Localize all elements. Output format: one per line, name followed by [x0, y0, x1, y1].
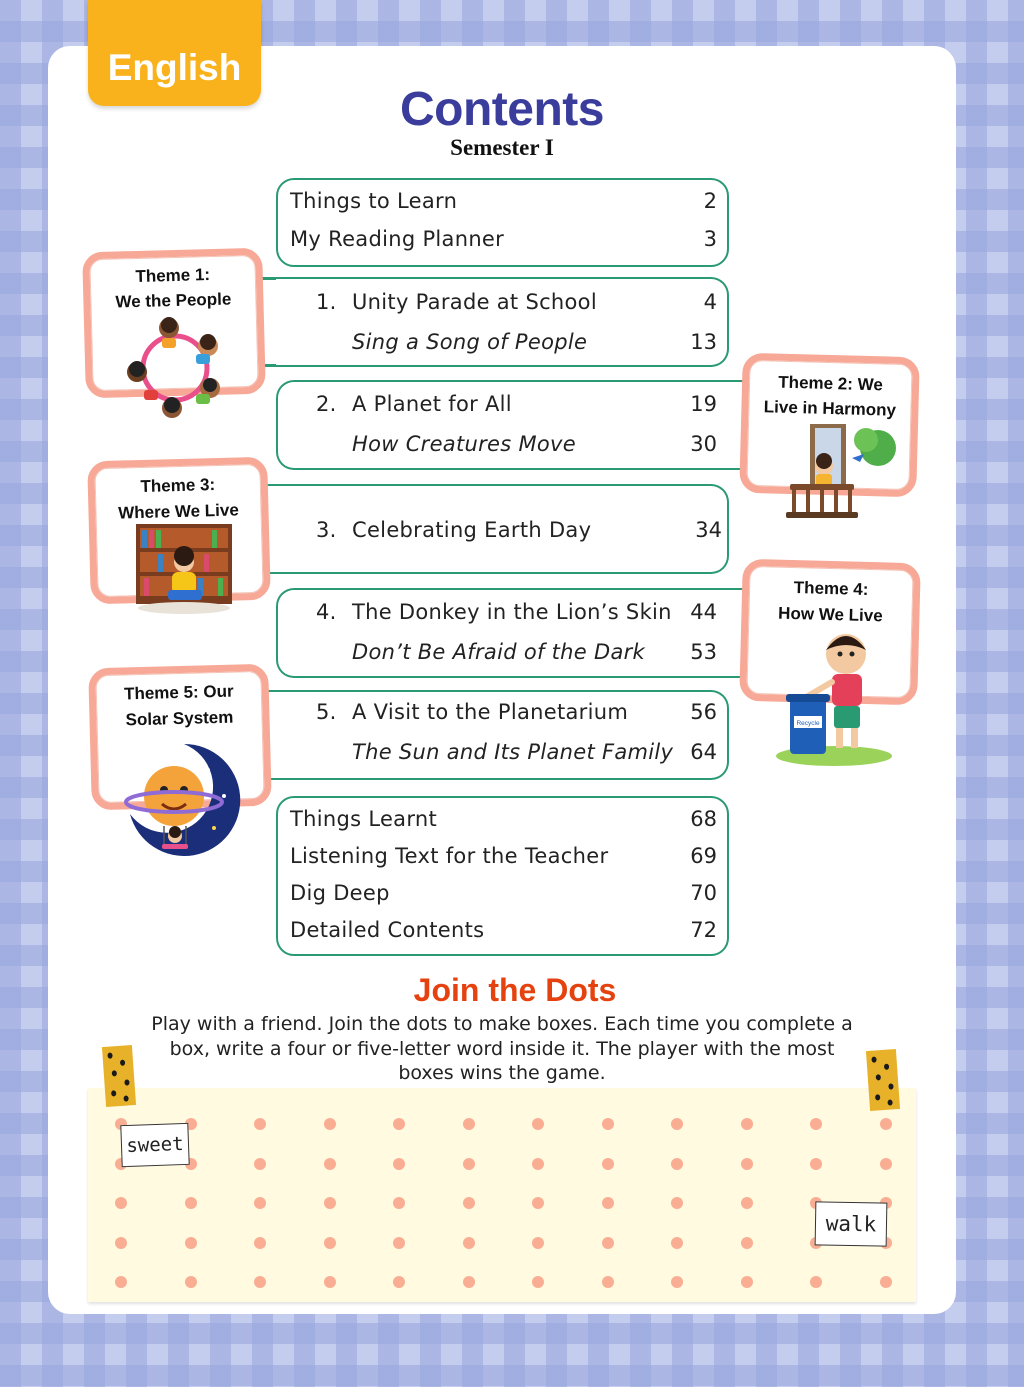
page-number: 30	[690, 432, 717, 456]
unit-number: 4.	[316, 600, 337, 624]
grid-dot[interactable]	[532, 1197, 544, 1209]
toc-entry-unit-4[interactable]: The Donkey in the Lion’s Skin	[352, 600, 672, 624]
girl-balcony-icon	[782, 418, 900, 522]
grid-dot[interactable]	[463, 1237, 475, 1249]
toc-entry-unit-5[interactable]: A Visit to the Planetarium	[352, 700, 629, 724]
grid-dot[interactable]	[671, 1158, 683, 1170]
grid-dot[interactable]	[463, 1118, 475, 1130]
dot-grid-paper	[88, 1088, 916, 1302]
grid-dot[interactable]	[254, 1118, 266, 1130]
example-word-box: walk	[815, 1201, 888, 1246]
theme-1-title: Theme 1:	[135, 265, 211, 286]
grid-dot[interactable]	[671, 1118, 683, 1130]
grid-dot[interactable]	[115, 1237, 127, 1249]
grid-dot[interactable]	[741, 1158, 753, 1170]
toc-entry-unit-2-extra[interactable]: How Creatures Move	[352, 432, 577, 456]
grid-dot[interactable]	[671, 1197, 683, 1209]
unit-number: 3.	[316, 518, 337, 542]
grid-dot[interactable]	[741, 1237, 753, 1249]
subject-tab: English	[88, 0, 261, 106]
page-number: 64	[690, 740, 717, 764]
toc-entry-unit-3[interactable]: Celebrating Earth Day	[352, 518, 592, 542]
theme-1-subtitle: We the People	[115, 289, 232, 312]
grid-dot[interactable]	[324, 1158, 336, 1170]
grid-dot[interactable]	[602, 1158, 614, 1170]
toc-entry-unit-1[interactable]: Unity Parade at School	[352, 290, 597, 314]
grid-dot[interactable]	[532, 1118, 544, 1130]
grid-dot[interactable]	[324, 1197, 336, 1209]
grid-dot[interactable]	[324, 1118, 336, 1130]
grid-dot[interactable]	[463, 1276, 475, 1288]
toc-entry-unit-2[interactable]: A Planet for All	[352, 392, 512, 416]
grid-dot[interactable]	[532, 1158, 544, 1170]
semester-label: Semester I	[450, 135, 554, 160]
grid-dot[interactable]	[741, 1197, 753, 1209]
toc-entry-listening-text[interactable]: Listening Text for the Teacher	[290, 844, 609, 868]
toc-entry-unit-5-extra[interactable]: The Sun and Its Planet Family	[352, 740, 674, 764]
theme-2-title: Theme 2: We	[778, 372, 884, 395]
tape-right	[866, 1049, 900, 1111]
toc-entry-reading-planner[interactable]: My Reading Planner	[290, 227, 505, 251]
grid-dot[interactable]	[393, 1276, 405, 1288]
grid-dot[interactable]	[254, 1197, 266, 1209]
theme-4-title: Theme 4:	[793, 578, 869, 599]
grid-dot[interactable]	[393, 1118, 405, 1130]
grid-dot[interactable]	[880, 1158, 892, 1170]
grid-dot[interactable]	[810, 1276, 822, 1288]
grid-dot[interactable]	[393, 1158, 405, 1170]
grid-dot[interactable]	[115, 1197, 127, 1209]
grid-dot[interactable]	[185, 1276, 197, 1288]
page-number: 53	[690, 640, 717, 664]
toc-entry-unit-4-extra[interactable]: Don’t Be Afraid of the Dark	[352, 640, 646, 664]
grid-dot[interactable]	[115, 1276, 127, 1288]
grid-dot[interactable]	[463, 1158, 475, 1170]
page-number: 70	[690, 881, 717, 905]
page-number: 19	[690, 392, 717, 416]
grid-dot[interactable]	[741, 1276, 753, 1288]
grid-dot[interactable]	[185, 1197, 197, 1209]
theme-5-title: Theme 5: Our	[123, 681, 234, 704]
grid-dot[interactable]	[532, 1276, 544, 1288]
grid-dot[interactable]	[602, 1197, 614, 1209]
page-number: 4	[703, 290, 717, 314]
grid-dot[interactable]	[393, 1237, 405, 1249]
grid-dot[interactable]	[602, 1118, 614, 1130]
theme-2-subtitle: Live in Harmony	[763, 397, 897, 420]
unit-number: 2.	[316, 392, 337, 416]
grid-dot[interactable]	[880, 1276, 892, 1288]
grid-dot[interactable]	[532, 1237, 544, 1249]
grid-dot[interactable]	[810, 1118, 822, 1130]
unit-number: 1.	[316, 290, 337, 314]
boy-recycle-icon	[772, 628, 896, 768]
game-instructions: Play with a friend. Join the dots to make boxes. Each time you complete a box, write a four or five-letter word inside it. The player with the most boxes wins the game.	[151, 1013, 853, 1084]
page-number: 2	[703, 189, 717, 213]
grid-dot[interactable]	[602, 1276, 614, 1288]
grid-dot[interactable]	[324, 1237, 336, 1249]
game-title: Join the Dots	[413, 972, 617, 1008]
grid-dot[interactable]	[393, 1197, 405, 1209]
children-circle-icon	[122, 312, 228, 422]
grid-dot[interactable]	[254, 1237, 266, 1249]
toc-entry-detailed-contents[interactable]: Detailed Contents	[290, 918, 485, 942]
unit-number: 5.	[316, 700, 337, 724]
toc-entry-unit-1-extra[interactable]: Sing a Song of People	[352, 330, 588, 354]
theme-3-title: Theme 3:	[140, 475, 216, 496]
example-word-box: sweet	[120, 1123, 189, 1167]
grid-dot[interactable]	[810, 1158, 822, 1170]
page-title: Contents	[400, 83, 604, 136]
grid-dot[interactable]	[463, 1197, 475, 1209]
grid-dot[interactable]	[741, 1118, 753, 1130]
grid-dot[interactable]	[880, 1118, 892, 1130]
page-number: 13	[690, 330, 717, 354]
page-number: 68	[690, 807, 717, 831]
toc-entry-things-to-learn[interactable]: Things to Learn	[290, 189, 458, 213]
bin-label: Recycle	[796, 720, 820, 727]
page-number: 69	[690, 844, 717, 868]
grid-dot[interactable]	[185, 1237, 197, 1249]
grid-dot[interactable]	[602, 1237, 614, 1249]
theme-4-subtitle: How We Live	[777, 603, 883, 626]
page-number: 72	[690, 918, 717, 942]
theme-3-subtitle: Where We Live	[117, 500, 240, 523]
page-number: 34	[695, 518, 722, 542]
grid-dot[interactable]	[324, 1276, 336, 1288]
page-number: 44	[690, 600, 717, 624]
page-number: 3	[703, 227, 717, 251]
theme-5-subtitle: Solar System	[125, 707, 234, 730]
grid-dot[interactable]	[254, 1276, 266, 1288]
girl-library-icon	[128, 518, 236, 616]
grid-dot[interactable]	[671, 1237, 683, 1249]
tape-left	[102, 1045, 136, 1107]
page-number: 56	[690, 700, 717, 724]
grid-dot[interactable]	[254, 1158, 266, 1170]
toc-entry-things-learnt[interactable]: Things Learnt	[290, 807, 438, 831]
toc-entry-dig-deep[interactable]: Dig Deep	[290, 881, 390, 905]
planet-swing-icon	[124, 740, 246, 866]
grid-dot[interactable]	[671, 1276, 683, 1288]
